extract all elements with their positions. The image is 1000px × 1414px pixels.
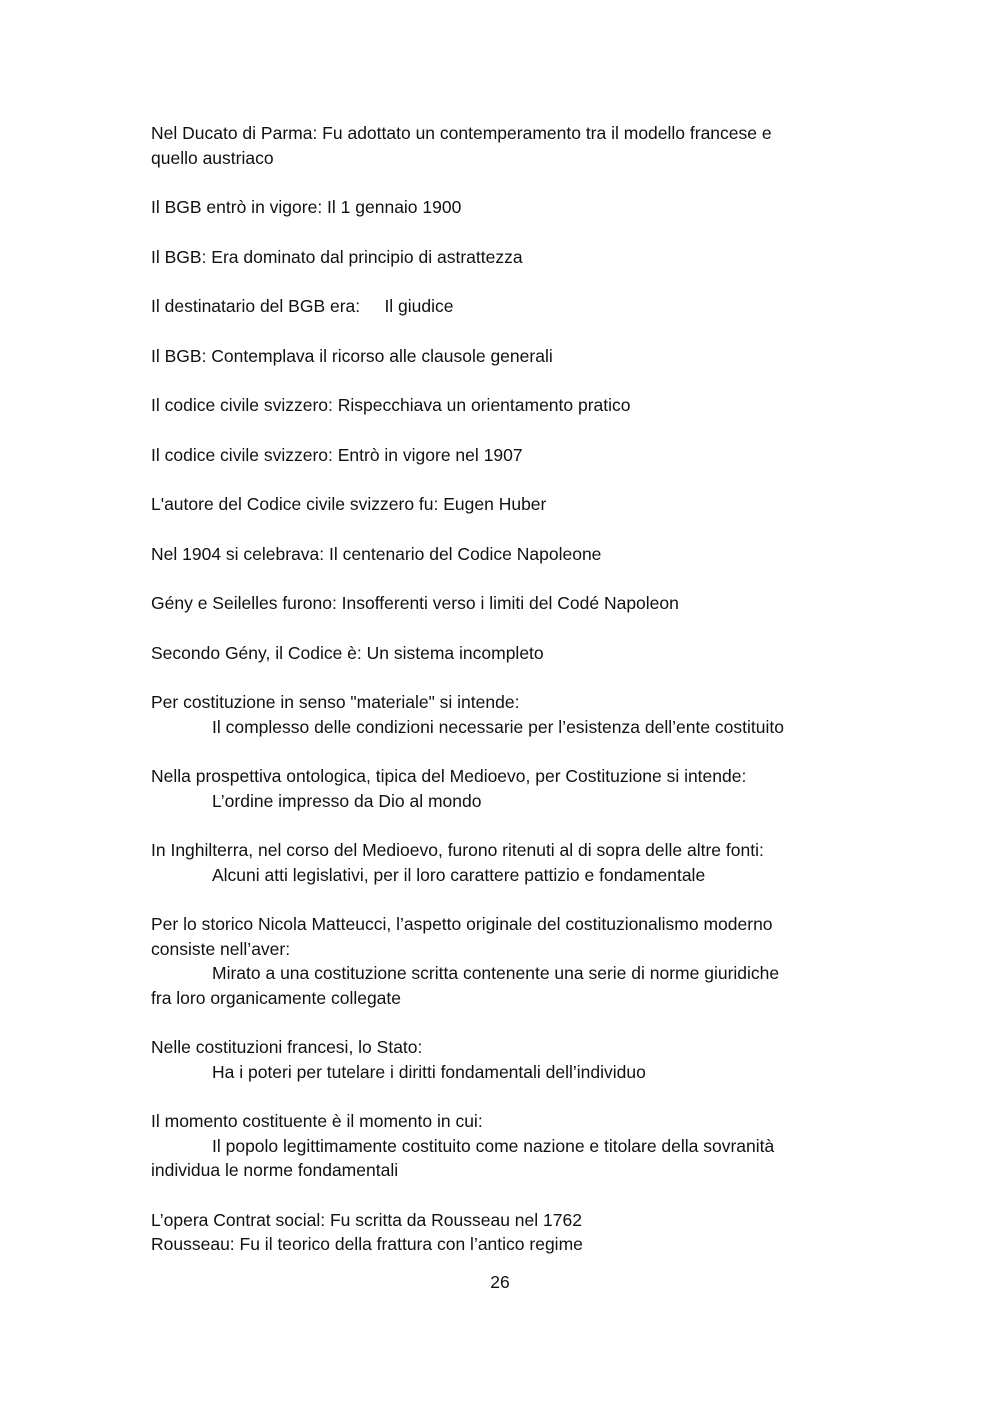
answer-line-continued: individua le norme fondamentali [151,1160,399,1180]
qa-entry [151,542,851,567]
page-number: 26 [490,1272,510,1292]
qa-entry [151,764,851,813]
qa-entry [151,838,851,887]
qa-entry [151,195,851,220]
question-line-continued: quello austriaco [151,147,274,168]
answer-line: Il complesso delle condizioni necessarie per l’esistenza dell’ente costituito [212,716,784,737]
qa-entry [151,344,851,369]
question-line: Il momento costituente è il momento in cui: [151,1111,483,1131]
page-content [151,121,851,1257]
answer-line: Mirato a una costituzione scritta contenente una serie di norme giuridiche [212,963,780,983]
question-line: Per costituzione in senso "materiale" si intende: [151,692,520,712]
question-line: Per lo storico Nicola Matteucci, l’aspetto originale del costituzionalismo moderno [151,914,773,934]
qa-entry [151,443,851,468]
qa-entry [151,641,851,666]
qa-entry [151,690,851,739]
question-line: Rousseau: Fu il teorico della frattura con l’antico regime [151,1234,583,1254]
question-line: Nel 1904 si celebrava: Il centenario del Codice Napoleone [151,543,602,564]
qa-entry [151,912,851,1010]
qa-entry [151,393,851,418]
answer-line: Il popolo legittimamente costituito come nazione e titolare della sovranità [212,1135,775,1156]
qa-entry [151,1208,851,1233]
question-line: Il codice civile svizzero: Rispecchiava un orientamento pratico [151,395,631,415]
qa-entry [151,1109,851,1183]
question-line: Gény e Seilelles furono: Insofferenti verso i limiti del Codé Napoleon [151,593,679,613]
question-line-continued: consiste nell’aver: [151,938,291,959]
qa-entry [151,294,851,319]
qa-entry [151,1232,851,1257]
qa-entry [151,121,851,170]
qa-entry [151,492,851,517]
question-line: Il BGB entrò in vigore: Il 1 gennaio 1900 [151,197,462,217]
qa-entry [151,591,851,616]
question-line: Il BGB: Contemplava il ricorso alle clausole generali [151,345,553,366]
question-line: Il codice civile svizzero: Entrò in vigore nel 1907 [151,444,523,465]
question-line: Secondo Gény, il Codice è: Un sistema incompleto [151,642,544,663]
qa-entry [151,1035,851,1084]
answer-line: Ha i poteri per tutelare i diritti fondamentali dell’individuo [212,1061,646,1082]
question-line: Il BGB: Era dominato dal principio di astrattezza [151,246,523,267]
question-line: L'autore del Codice civile svizzero fu: Eugen Huber [151,494,547,514]
answer-line: L’ordine impresso da Dio al mondo [212,790,482,811]
question-line: Nella prospettiva ontologica, tipica del Medioevo, per Costituzione si intende: [151,766,747,786]
qa-entry [151,245,851,270]
question-line: L’opera Contrat social: Fu scritta da Rousseau nel 1762 [151,1209,582,1230]
question-line: Nelle costituzioni francesi, lo Stato: [151,1037,423,1057]
answer-line: Alcuni atti legislativi, per il loro carattere pattizio e fondamentale [212,864,706,885]
question-line: Il destinatario del BGB era: Il giudice [151,296,454,316]
question-line: In Inghilterra, nel corso del Medioevo, furono ritenuti al di sopra delle altre fonti: [151,840,764,860]
question-line: Nel Ducato di Parma: Fu adottato un contemperamento tra il modello francese e [151,123,772,143]
answer-line-continued: fra loro organicamente collegate [151,987,402,1008]
